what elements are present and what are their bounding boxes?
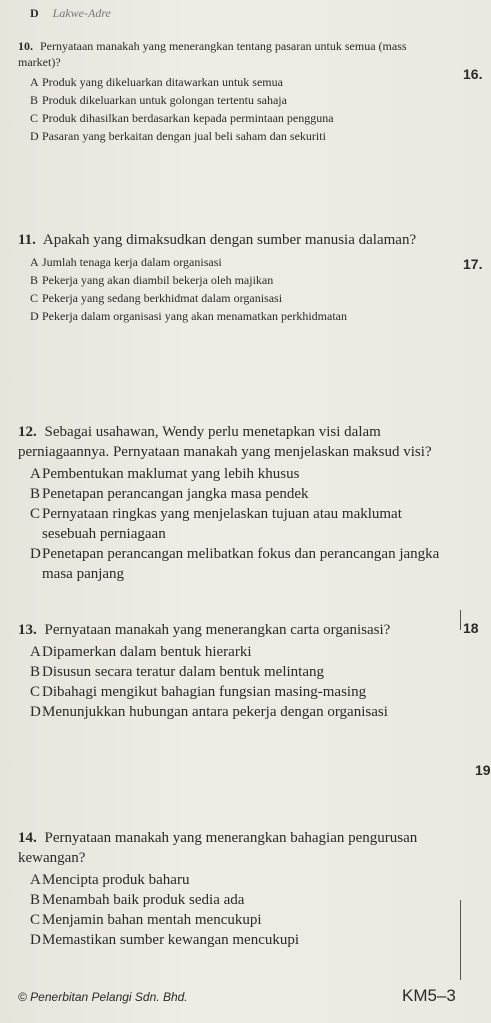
option-b: B Pekerja yang akan diambil bekerja oleh majikan	[30, 273, 274, 287]
option-d: D Pasaran yang berkaitan dengan jual beli saham dan sekuriti	[30, 129, 326, 143]
option-c: C Dibahagi mengikut bahagian fungsian masing-masing	[30, 684, 367, 700]
option-d: D Penetapan perancangan melibatkan fokus dan perancangan jangka masa panjang	[30, 546, 440, 582]
question-number: 11.	[18, 232, 36, 248]
column-divider	[460, 900, 461, 980]
side-number: 18	[463, 620, 479, 636]
option-c: C Menjamin bahan mentah mencukupi	[30, 912, 262, 928]
question-11	[18, 230, 448, 324]
question-13	[18, 620, 448, 722]
option-a: A Dipamerkan dalam bentuk hierarki	[30, 644, 252, 660]
question-text: Pernyataan manakah yang menerangkan tentang pasaran untuk semua (mass market)?	[18, 39, 407, 69]
option-c: C Pernyataan ringkas yang menjelaskan tujuan atau maklumat sesebuah perniagaan	[30, 506, 402, 542]
side-number: 19	[475, 762, 491, 778]
question-text: Pernyataan manakah yang menerangkan carta organisasi?	[44, 622, 391, 638]
side-number: 17.	[463, 256, 483, 272]
option-c: C Produk dihasilkan berdasarkan kepada permintaan pengguna	[30, 111, 334, 125]
question-10	[18, 38, 448, 144]
option-d: D Memastikan sumber kewangan mencukupi	[30, 932, 300, 948]
option-b: B Menambah baik produk sedia ada	[30, 892, 245, 908]
question-text: Apakah yang dimaksudkan dengan sumber manusia dalaman?	[42, 232, 417, 248]
question-14	[18, 828, 448, 950]
option-d: D Pekerja dalam organisasi yang akan menamatkan perkhidmatan	[30, 309, 348, 323]
question-number: 14.	[18, 830, 37, 846]
question-text: Sebagai usahawan, Wendy perlu menetapkan visi dalam perniagaannya. Pernyataan manakah yang menjelaskan maksud visi?	[18, 424, 432, 460]
option-b: B Disusun secara teratur dalam bentuk melintang	[30, 664, 324, 680]
side-number: 16.	[463, 66, 483, 82]
option-d: D Menunjukkan hubungan antara pekerja dengan organisasi	[30, 704, 388, 720]
column-divider	[460, 610, 461, 630]
option-a: A Produk yang dikeluarkan ditawarkan untuk semua	[30, 75, 283, 89]
top-option	[30, 4, 460, 22]
option-b: B Produk dikeluarkan untuk golongan tertentu sahaja	[30, 93, 287, 107]
top-option-text: Lakwe-Adre	[52, 6, 111, 20]
option-a: A Mencipta produk baharu	[30, 872, 190, 888]
publisher-credit: © Penerbitan Pelangi Sdn. Bhd.	[18, 990, 188, 1004]
page-code: KM5–3	[402, 986, 456, 1005]
option-b: B Penetapan perancangan jangka masa pendek	[30, 486, 309, 502]
question-number: 12.	[18, 424, 37, 440]
option-c: C Pekerja yang sedang berkhidmat dalam organisasi	[30, 291, 283, 305]
option-a: A Jumlah tenaga kerja dalam organisasi	[30, 255, 222, 269]
option-a: A Pembentukan maklumat yang lebih khusus	[30, 466, 300, 482]
question-number: 10.	[18, 39, 33, 53]
question-text: Pernyataan manakah yang menerangkan bahagian pengurusan kewangan?	[18, 830, 418, 866]
question-12	[18, 422, 448, 584]
question-number: 13.	[18, 622, 37, 638]
top-option-letter: D	[30, 6, 39, 20]
